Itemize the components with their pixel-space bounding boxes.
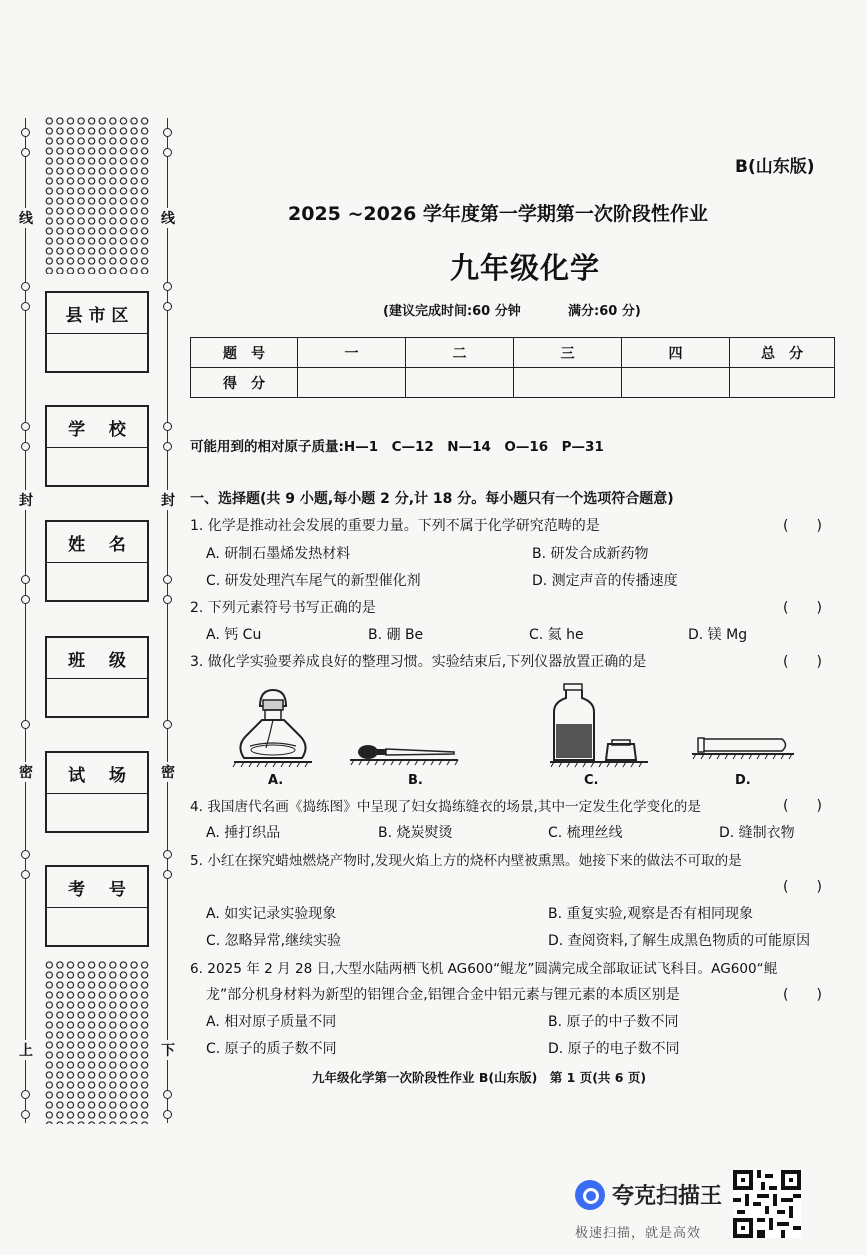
binding-ring [21, 442, 30, 451]
section-heading: 一、选择题(共 9 小题,每小题 2 分,计 18 分。每小题只有一个选项符合题意) [190, 491, 674, 507]
field-county-district[interactable] [45, 291, 149, 373]
binding-line-left [25, 118, 26, 1123]
binding-ring [21, 422, 30, 431]
field-name[interactable] [45, 520, 149, 602]
score-table-cell: 题 号 [191, 338, 298, 368]
binding-ring [163, 870, 172, 879]
score-table-cell: 四 [622, 338, 730, 368]
seal-word-feng-left: 封 [17, 490, 35, 510]
binding-ring [21, 595, 30, 604]
seal-word-shang: 上 [17, 1040, 35, 1060]
score-table [190, 337, 835, 398]
q2-option-b[interactable]: B. 硼 Be [368, 627, 424, 643]
q3-answer-paren[interactable]: ( ) [783, 654, 822, 670]
binding-ring [163, 442, 172, 451]
dot-pattern-top [44, 116, 150, 274]
score-table-cell: 总 分 [730, 338, 835, 368]
subject-title: 九年级化学 [450, 251, 601, 285]
score-table-cell: 一 [298, 338, 406, 368]
field-label: 学 校 [47, 407, 147, 448]
score-input-cell[interactable] [622, 368, 730, 398]
score-table-header-row [191, 338, 835, 368]
q4-option-d[interactable]: D. 缝制衣物 [719, 825, 795, 841]
q1-answer-paren[interactable]: ( ) [783, 518, 822, 534]
scanner-brand: 夸克扫描王 [612, 1184, 723, 1209]
binding-ring [163, 720, 172, 729]
binding-ring [21, 1090, 30, 1099]
dot-pattern-bottom [44, 960, 150, 1124]
seal-word-feng-right: 封 [159, 490, 177, 510]
q3-label-d: D. [735, 773, 751, 788]
seal-word-mi-left: 密 [17, 762, 35, 782]
field-label: 班 级 [47, 638, 147, 679]
q5-option-c[interactable]: C. 忽略异常,继续实验 [206, 933, 342, 949]
seal-word-xia: 下 [159, 1040, 177, 1060]
binding-ring [163, 1110, 172, 1119]
binding-ring [21, 148, 30, 157]
full-score-note: 满分:60 分) [568, 304, 641, 319]
seal-word-mi-right: 密 [159, 762, 177, 782]
q1-option-d[interactable]: D. 测定声音的传播速度 [532, 573, 678, 589]
q5-answer-paren[interactable]: ( ) [783, 879, 822, 895]
q3-label-b: B. [408, 773, 423, 788]
binding-ring [163, 282, 172, 291]
field-school[interactable] [45, 405, 149, 487]
edition-label: B(山东版) [735, 157, 815, 177]
score-table-cell: 得 分 [191, 368, 298, 398]
q6-answer-paren[interactable]: ( ) [783, 987, 822, 1003]
q6-option-d[interactable]: D. 原子的电子数不同 [548, 1041, 680, 1057]
binding-ring [21, 720, 30, 729]
atomic-masses: 可能用到的相对原子质量:H—1 C—12 N—14 O—16 P—31 [190, 439, 604, 455]
qr-code-icon [733, 1170, 801, 1238]
field-label: 考 号 [47, 867, 147, 908]
q4-answer-paren[interactable]: ( ) [783, 798, 822, 814]
binding-ring [163, 302, 172, 311]
q6-option-b[interactable]: B. 原子的中子数不同 [548, 1014, 679, 1030]
q5-option-d[interactable]: D. 查阅资料,了解生成黑色物质的可能原因 [548, 933, 811, 949]
seal-word-xian-left: 线 [17, 208, 35, 228]
binding-ring [163, 850, 172, 859]
score-input-cell[interactable] [730, 368, 835, 398]
binding-line-right [167, 118, 168, 1123]
field-label: 县 市 区 [47, 293, 147, 334]
q6-stem-line2: 龙”部分机身材料为新型的铝锂合金,铝锂合金中铝元素与锂元素的本质区别是 [206, 987, 680, 1003]
q5-option-a[interactable]: A. 如实记录实验现象 [206, 906, 337, 922]
score-input-cell[interactable] [406, 368, 514, 398]
q4-stem: 4. 我国唐代名画《捣练图》中呈现了妇女捣练缝衣的场景,其中一定发生化学变化的是 [190, 799, 701, 815]
q3-stem: 3. 做化学实验要养成良好的整理习惯。实验结束后,下列仪器放置正确的是 [190, 654, 647, 670]
q2-option-a[interactable]: A. 钙 Cu [206, 627, 262, 643]
binding-ring [163, 1090, 172, 1099]
seal-word-xian-right: 线 [159, 208, 177, 228]
q2-option-d[interactable]: D. 镁 Mg [688, 627, 748, 643]
binding-ring [21, 128, 30, 137]
score-input-cell[interactable] [514, 368, 622, 398]
q6-option-a[interactable]: A. 相对原子质量不同 [206, 1014, 337, 1030]
score-table-cell: 二 [406, 338, 514, 368]
q5-option-b[interactable]: B. 重复实验,观察是否有相同现象 [548, 906, 753, 922]
score-table-row [191, 368, 835, 398]
q2-option-c[interactable]: C. 氦 he [529, 627, 584, 643]
scanner-logo-icon [575, 1180, 605, 1210]
binding-ring [21, 850, 30, 859]
binding-ring [21, 575, 30, 584]
q3-label-a: A. [268, 773, 284, 788]
q6-option-c[interactable]: C. 原子的质子数不同 [206, 1041, 337, 1057]
binding-ring [21, 1110, 30, 1119]
q1-option-b[interactable]: B. 研发合成新药物 [532, 546, 649, 562]
q3-figure-a-alcohol-lamp[interactable] [232, 686, 314, 770]
time-note: (建议完成时间:60 分钟 [383, 304, 521, 319]
binding-ring [163, 148, 172, 157]
q1-option-a[interactable]: A. 研制石墨烯发热材料 [206, 546, 351, 562]
binding-ring [21, 282, 30, 291]
binding-ring [163, 128, 172, 137]
field-exam-number[interactable] [45, 865, 149, 947]
scanner-slogan: 极速扫描，就是高效 [575, 1226, 702, 1241]
exam-title: 2025 ~2026 学年度第一学期第一次阶段性作业 [288, 203, 708, 225]
q2-answer-paren[interactable]: ( ) [783, 600, 822, 616]
binding-ring [163, 575, 172, 584]
binding-ring [163, 422, 172, 431]
q5-stem: 5. 小红在探究蜡烛燃烧产物时,发现火焰上方的烧杯内壁被熏黑。她接下来的做法不可取的是 [190, 853, 742, 869]
q3-figure-c-reagent-bottle[interactable] [550, 682, 650, 772]
field-exam-room[interactable] [45, 751, 149, 833]
q6-stem-line1: 6. 2025 年 2 月 28 日,大型水陆两栖飞机 AG600“鲲龙”圆满完成全部取证试飞科目。AG600“鲲 [190, 961, 778, 977]
q3-figure-b-dropper[interactable] [346, 738, 462, 772]
q4-option-a[interactable]: A. 捶打织品 [206, 825, 281, 841]
binding-ring [163, 595, 172, 604]
score-table-cell: 三 [514, 338, 622, 368]
field-label: 姓 名 [47, 522, 147, 563]
q4-option-c[interactable]: C. 梳理丝线 [548, 825, 623, 841]
field-label: 试 场 [47, 753, 147, 794]
page-footer: 九年级化学第一次阶段性作业 B(山东版) 第 1 页(共 6 页) [312, 1070, 647, 1085]
q1-option-c[interactable]: C. 研发处理汽车尾气的新型催化剂 [206, 573, 421, 589]
q3-label-c: C. [584, 773, 599, 788]
binding-ring [21, 870, 30, 879]
binding-ring [21, 302, 30, 311]
q3-figure-d-test-tube[interactable] [690, 730, 796, 770]
q2-stem: 2. 下列元素符号书写正确的是 [190, 600, 376, 616]
q1-stem: 1. 化学是推动社会发展的重要力量。下列不属于化学研究范畴的是 [190, 518, 600, 534]
q4-option-b[interactable]: B. 烧炭熨烫 [378, 825, 453, 841]
field-class[interactable] [45, 636, 149, 718]
score-input-cell[interactable] [298, 368, 406, 398]
